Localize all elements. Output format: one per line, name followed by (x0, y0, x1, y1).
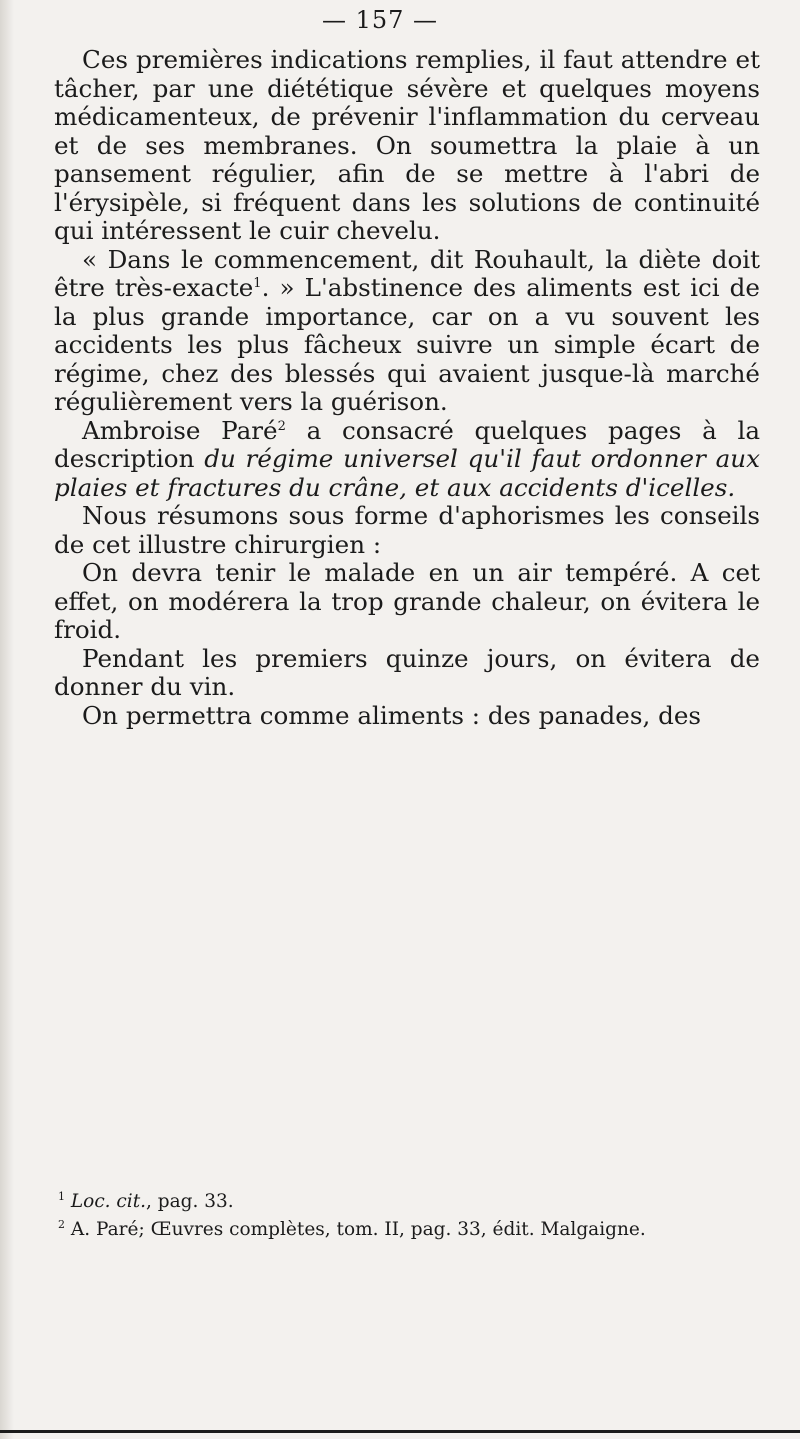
paragraph-7: On permettra comme aliments : des panades, des (82, 700, 701, 730)
paragraph-5: On devra tenir le malade en un air tempéré. A cet effet, on modérera la trop grande chaleur, on évitera le froid. (54, 558, 760, 644)
footnote-1-text: , pag. 33. (146, 1191, 234, 1212)
bottom-edge-line (0, 1430, 800, 1433)
footnote-ref-1: 1 (253, 275, 262, 291)
page-number-header: — 157 — (321, 6, 439, 34)
paragraph-3-text: a consacré quelques pages à la description (54, 415, 761, 473)
paragraph-2 (54, 246, 760, 417)
footnote-2-text: A. Paré; Œuvres complètes, tom. II, pag. 33, édit. Malgaigne. (70, 1219, 646, 1240)
paragraph-1: Ces premières indications remplies, il faut attendre et tâcher, par une diététique sévère et quelques moyens médicamenteux, de prévenir l'inflammation du cerveau et de ses membranes. On soumettra la plaie à un pansement régulier, afin de se mettre à l'abri de l'érysipèle, si fréquent dans les solutions de continuité qui intéressent le cuir chevelu. (54, 45, 760, 245)
footnote-2-marker: 2 (58, 1217, 65, 1231)
footnotes (54, 1188, 760, 1244)
paragraph-4: Nous résumons sous forme d'aphorismes les conseils de cet illustre chirurgien : (54, 501, 760, 559)
body-text (54, 46, 760, 730)
footnote-1-italic: Loc. cit. (70, 1191, 147, 1212)
footnote-1-marker: 1 (58, 1189, 65, 1203)
footnote-ref-2: 2 (277, 418, 286, 434)
paragraph-6: Pendant les premiers quinze jours, on évitera de donner du vin. (54, 643, 760, 701)
footnote-1 (54, 1188, 760, 1216)
author-name: Ambroise Paré (82, 415, 278, 445)
quote-rest: . » L'abstinence des aliments est ici de la plus grande importance, car on a vu souvent les accidents les plus fâcheux suivre un simple écart de régime, chez des blessés qui avaient jusque-là marché régulièrement vers la guérison. (54, 273, 760, 416)
quote-start: « Dans le commencement, dit Rouhault, la diète doit être très-exacte (54, 244, 760, 302)
paragraph-3 (54, 417, 760, 503)
italic-title: du régime universel qu'il faut ordonner aux plaies et fractures du crâne, et aux accidents d'icelles. (54, 444, 760, 502)
footnote-2 (54, 1216, 760, 1244)
